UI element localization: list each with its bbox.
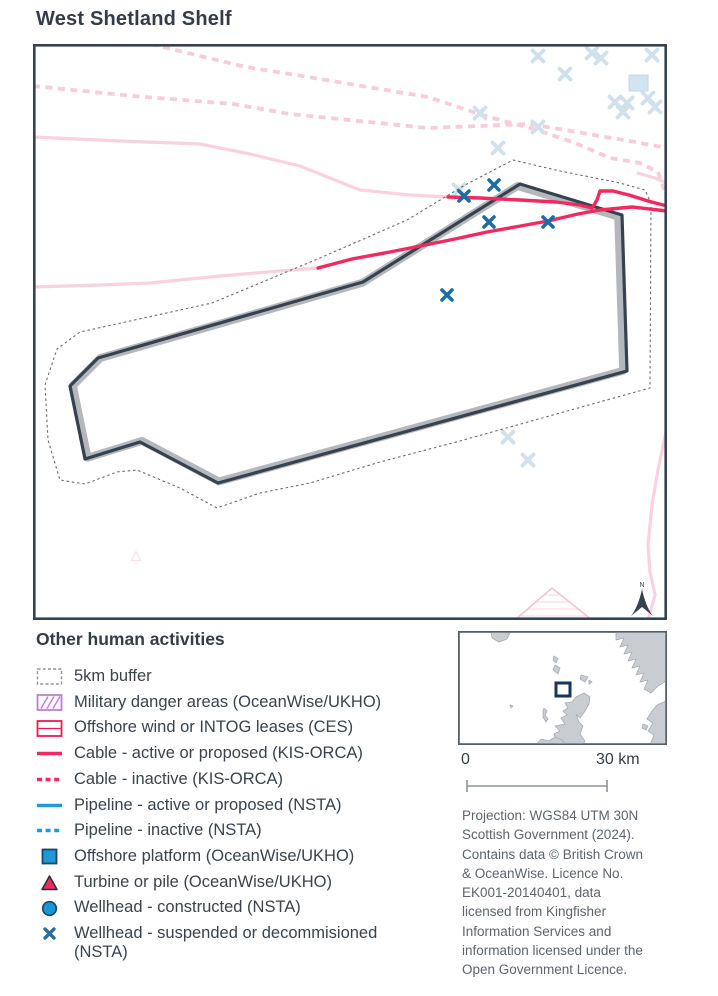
legend-item-label: Pipeline - active or proposed (NSTA) [74, 795, 342, 814]
pipeline-inactive-icon [36, 821, 63, 840]
faded-wellhead-markers [454, 48, 661, 466]
legend-heading: Other human activities [36, 629, 225, 649]
legend-item [36, 921, 441, 963]
legend-item-label: Offshore wind or INTOG leases (CES) [74, 718, 354, 737]
cable-inactive-icon [36, 770, 63, 789]
main-map [33, 44, 667, 620]
figure-title: West Shetland Shelf [36, 8, 232, 30]
credits-line: & OceanWise. Licence No. [462, 865, 624, 881]
legend-item-label: Wellhead - constructed (NSTA) [74, 898, 301, 917]
faded-active-cables [33, 137, 667, 620]
legend-item [36, 690, 441, 716]
legend-item-label: Cable - inactive (KIS-ORCA) [74, 769, 284, 788]
credits-line: licensed from Kingfisher [462, 904, 607, 920]
inset-map [458, 631, 667, 745]
cable-active-icon [36, 744, 63, 763]
credits-line: EK001-20140401, data [462, 885, 601, 901]
faded-inactive-cables [33, 44, 667, 190]
buffer-line [45, 160, 651, 508]
legend-item [36, 767, 441, 793]
legend-item [36, 844, 441, 870]
faded-lease-area [500, 588, 605, 620]
legend-item-label: Offshore platform (OceanWise/UKHO) [74, 846, 355, 865]
buffer-box-icon [36, 667, 63, 686]
legend-item-label: Wellhead - suspended or decommisioned (NSTA) [74, 923, 378, 962]
site-boundary [70, 184, 627, 483]
legend-item [36, 870, 441, 896]
faded-platform-icon [629, 75, 648, 91]
credits-line: Open Government Licence. [462, 962, 628, 978]
legend-item [36, 741, 441, 767]
legend-item-label: 5km buffer [74, 667, 152, 686]
lease-box-icon [36, 719, 63, 738]
military-box-icon [36, 693, 63, 712]
credits-line: Information Services and [462, 923, 612, 939]
legend-item [36, 895, 441, 921]
legend-item [36, 792, 441, 818]
site-boundary-casing [73, 186, 623, 481]
legend-item-label: Military danger areas (OceanWise/UKHO) [74, 692, 382, 711]
svg-text:N: N [639, 582, 645, 589]
credits-line: information licensed under the [462, 943, 643, 959]
credits-line: Projection: WGS84 UTM 30N [462, 808, 639, 823]
faded-turbine-icon [132, 552, 141, 561]
credits-line: Scottish Government (2024). [462, 827, 635, 843]
legend-item [36, 818, 441, 844]
turbine-triangle-icon [36, 873, 63, 892]
wellhead-circle-icon [36, 899, 63, 918]
scale-bar [458, 778, 618, 794]
scale-label-30km: 30 km [596, 751, 640, 768]
scale-label-zero: 0 [461, 751, 470, 768]
legend-item-label: Cable - active or proposed (KIS-ORCA) [74, 744, 363, 763]
legend-item [36, 664, 441, 690]
legend-items [36, 664, 441, 963]
credits-line: Contains data © British Crown [462, 846, 644, 862]
legend-item-label: Pipeline - inactive (NSTA) [74, 821, 262, 840]
pipeline-active-icon [36, 796, 63, 815]
wellhead-x-icon [36, 924, 63, 943]
legend-item-label: Turbine or pile (OceanWise/UKHO) [74, 872, 332, 891]
legend [36, 629, 441, 963]
legend-item [36, 715, 441, 741]
credits-text [462, 806, 643, 980]
platform-square-icon [36, 847, 63, 866]
